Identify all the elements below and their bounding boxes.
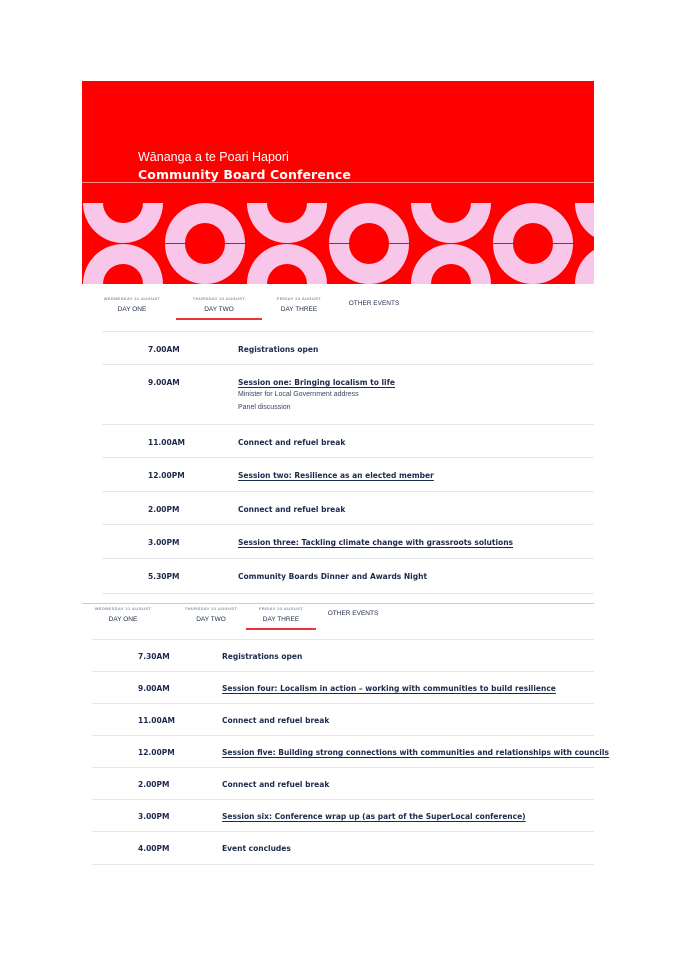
session-link[interactable]: Session five: Building strong connections with communities and relationships with councils	[222, 748, 609, 757]
tab-label: OTHER EVENTS	[327, 610, 379, 617]
row-event: Registrations open	[222, 652, 303, 661]
row-time: 3.00PM	[148, 538, 180, 547]
tab-day-one[interactable]	[92, 296, 172, 313]
schedule-row	[102, 524, 594, 559]
row-time: 5.30PM	[148, 572, 180, 581]
schedule-row	[92, 799, 594, 832]
day-tabs-day-two-view	[92, 296, 592, 324]
schedule-row	[92, 703, 594, 736]
tab-date: FRIDAY 23 AUGUST	[258, 606, 304, 611]
banner-arch-pattern	[82, 203, 594, 284]
tab-label: DAY TWO	[204, 306, 234, 313]
row-time: 3.00PM	[138, 812, 170, 821]
row-time: 9.00AM	[138, 684, 170, 693]
active-tab-underline	[176, 318, 262, 320]
row-time: 9.00AM	[148, 378, 180, 387]
tab-day-three[interactable]	[246, 606, 316, 623]
tab-day-two[interactable]	[176, 296, 262, 313]
row-time: 4.00PM	[138, 844, 170, 853]
row-event: Registrations open	[238, 345, 319, 354]
schedule-row	[102, 457, 594, 492]
schedule-day-two	[102, 331, 594, 593]
conference-banner	[82, 81, 594, 284]
row-event: Event concludes	[222, 844, 291, 853]
schedule-row	[92, 767, 594, 800]
session-link[interactable]: Session three: Tackling climate change with grassroots solutions	[238, 538, 513, 547]
row-event: Community Boards Dinner and Awards Night	[238, 572, 428, 581]
section-divider	[82, 603, 594, 604]
tab-label: DAY THREE	[280, 306, 318, 313]
tab-date: THURSDAY 22 AUGUST	[192, 296, 246, 301]
tab-date: WEDNESDAY 21 AUGUST	[94, 606, 152, 611]
tab-day-two[interactable]	[168, 606, 254, 623]
row-event: Connect and refuel break	[238, 438, 346, 447]
tab-label: DAY THREE	[262, 616, 300, 623]
row-time: 12.00PM	[138, 748, 175, 757]
row-event: Connect and refuel break	[222, 716, 330, 725]
row-time: 2.00PM	[148, 505, 180, 514]
row-event: Connect and refuel break	[222, 780, 330, 789]
schedule-row	[102, 331, 594, 365]
schedule-row	[92, 735, 609, 768]
schedule-row	[102, 364, 594, 425]
schedule-bottom-rule	[102, 593, 594, 594]
schedule-row	[92, 831, 594, 865]
day-tabs-day-three-view	[84, 606, 584, 634]
schedule-row	[102, 558, 594, 594]
schedule-row	[92, 671, 594, 704]
tab-other-events[interactable]	[320, 606, 386, 617]
row-time: 2.00PM	[138, 780, 170, 789]
tab-label: OTHER EVENTS	[348, 300, 400, 307]
tab-label: DAY ONE	[117, 306, 147, 313]
banner-title: Community Board Conference	[138, 167, 351, 182]
schedule-row	[102, 491, 594, 525]
tab-date: FRIDAY 23 AUGUST	[276, 296, 322, 301]
schedule-day-three	[92, 639, 609, 864]
session-link[interactable]: Session one: Bringing localism to life	[238, 378, 395, 387]
schedule-row	[92, 639, 594, 672]
row-time: 11.00AM	[138, 716, 175, 725]
row-event: Connect and refuel break	[238, 505, 346, 514]
banner-subtitle: Wānanga a te Poari Hapori	[138, 150, 289, 164]
row-time: 7.30AM	[138, 652, 170, 661]
row-detail: Minister for Local Government address	[238, 391, 359, 398]
schedule-row	[102, 424, 594, 458]
active-tab-underline	[246, 628, 316, 630]
tab-day-one[interactable]	[84, 606, 162, 623]
row-detail: Panel discussion	[238, 404, 291, 411]
tab-label: DAY TWO	[196, 616, 226, 623]
tab-day-three[interactable]	[268, 296, 330, 313]
banner-divider	[82, 182, 594, 183]
tab-label: DAY ONE	[108, 616, 138, 623]
tab-other-events[interactable]	[342, 296, 406, 307]
schedule-bottom-rule	[92, 864, 594, 865]
session-link[interactable]: Session two: Resilience as an elected member	[238, 471, 434, 480]
row-time: 7.00AM	[148, 345, 180, 354]
row-time: 12.00PM	[148, 471, 185, 480]
session-link[interactable]: Session four: Localism in action – working with communities to build resilience	[222, 684, 556, 693]
session-link[interactable]: Session six: Conference wrap up (as part of the SuperLocal conference)	[222, 812, 526, 821]
tab-date: THURSDAY 22 AUGUST	[184, 606, 238, 611]
tab-date: WEDNESDAY 21 AUGUST	[103, 296, 161, 301]
row-time: 11.00AM	[148, 438, 185, 447]
